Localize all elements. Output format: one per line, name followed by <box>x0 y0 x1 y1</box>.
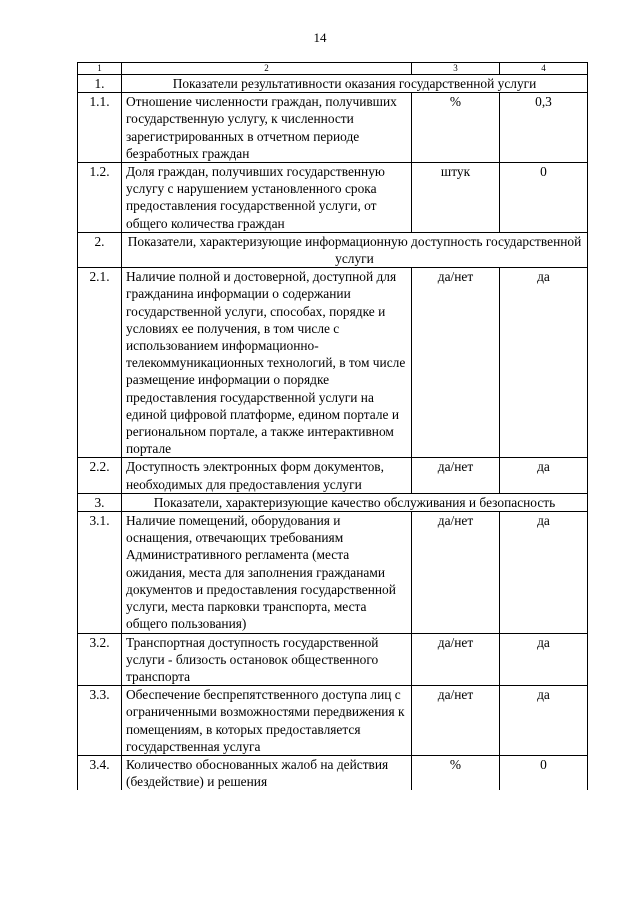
indicator-value: да <box>500 458 588 493</box>
indicator-description: Наличие полной и достоверной, доступной для гражданина информации о содержании государственной услуги, способах, порядке и условиях ее получения, в том числе с использованием информационно-телекоммуникационных технологий, в том числе размещение информации о порядке предоставления государственной услуги на единой цифровой платформе, едином портале и региональном портале, а также интерактивном портале <box>122 268 412 458</box>
indicator-unit: да/нет <box>412 512 500 633</box>
indicator-number: 1.2. <box>78 163 122 233</box>
column-number-row <box>78 63 588 75</box>
indicator-value: 0,3 <box>500 93 588 163</box>
indicator-unit: % <box>412 93 500 163</box>
indicators-table <box>77 62 588 790</box>
section-title: Показатели, характеризующие информационную доступность государственной услуги <box>122 232 588 267</box>
column-number: 1 <box>78 63 122 75</box>
indicator-number: 3.1. <box>78 512 122 633</box>
indicator-row <box>78 163 588 233</box>
indicator-description: Количество обоснованных жалоб на действия (бездействие) и решения <box>122 755 412 790</box>
indicator-value: да <box>500 268 588 458</box>
section-number: 2. <box>78 232 122 267</box>
indicator-description: Транспортная доступность государственной услуги - близость остановок общественного транспорта <box>122 633 412 686</box>
column-number: 3 <box>412 63 500 75</box>
indicator-unit: да/нет <box>412 458 500 493</box>
indicator-unit: да/нет <box>412 633 500 686</box>
indicator-value: да <box>500 633 588 686</box>
indicator-value: да <box>500 686 588 756</box>
indicator-row <box>78 268 588 458</box>
section-title: Показатели результативности оказания государственной услуги <box>122 75 588 93</box>
indicator-unit: % <box>412 755 500 790</box>
indicator-value: 0 <box>500 163 588 233</box>
section-row <box>78 232 588 267</box>
indicator-number: 3.3. <box>78 686 122 756</box>
indicator-description: Обеспечение беспрепятственного доступа лиц с ограниченными возможностями передвижения к помещениям, в которых предоставляется государственная услуга <box>122 686 412 756</box>
indicator-description: Наличие помещений, оборудования и оснащения, отвечающих требованиям Административного регламента (места ожидания, места для заполнения гражданами документов и предоставления государственной услуги, места парковки транспорта, места общего пользования) <box>122 512 412 633</box>
indicator-row <box>78 93 588 163</box>
indicator-description: Доля граждан, получивших государственную услугу с нарушением установленного срока предоставления государственной услуги, от общего количества граждан <box>122 163 412 233</box>
section-row <box>78 493 588 511</box>
indicator-unit: да/нет <box>412 686 500 756</box>
indicator-number: 1.1. <box>78 93 122 163</box>
indicator-number: 2.1. <box>78 268 122 458</box>
indicator-number: 3.4. <box>78 755 122 790</box>
column-number: 2 <box>122 63 412 75</box>
indicator-row <box>78 512 588 633</box>
section-number: 3. <box>78 493 122 511</box>
indicator-number: 3.2. <box>78 633 122 686</box>
section-number: 1. <box>78 75 122 93</box>
indicator-row <box>78 633 588 686</box>
section-title: Показатели, характеризующие качество обслуживания и безопасность <box>122 493 588 511</box>
indicator-row <box>78 458 588 493</box>
indicator-unit: штук <box>412 163 500 233</box>
indicator-row <box>78 686 588 756</box>
indicator-row <box>78 755 588 790</box>
indicator-description: Отношение численности граждан, получивших государственную услугу, к численности зарегистрированных в отчетном периоде безработных граждан <box>122 93 412 163</box>
indicator-description: Доступность электронных форм документов, необходимых для предоставления услуги <box>122 458 412 493</box>
indicator-unit: да/нет <box>412 268 500 458</box>
indicator-value: 0 <box>500 755 588 790</box>
column-number: 4 <box>500 63 588 75</box>
section-row <box>78 75 588 93</box>
indicator-number: 2.2. <box>78 458 122 493</box>
indicator-value: да <box>500 512 588 633</box>
page-number: 14 <box>313 30 327 45</box>
